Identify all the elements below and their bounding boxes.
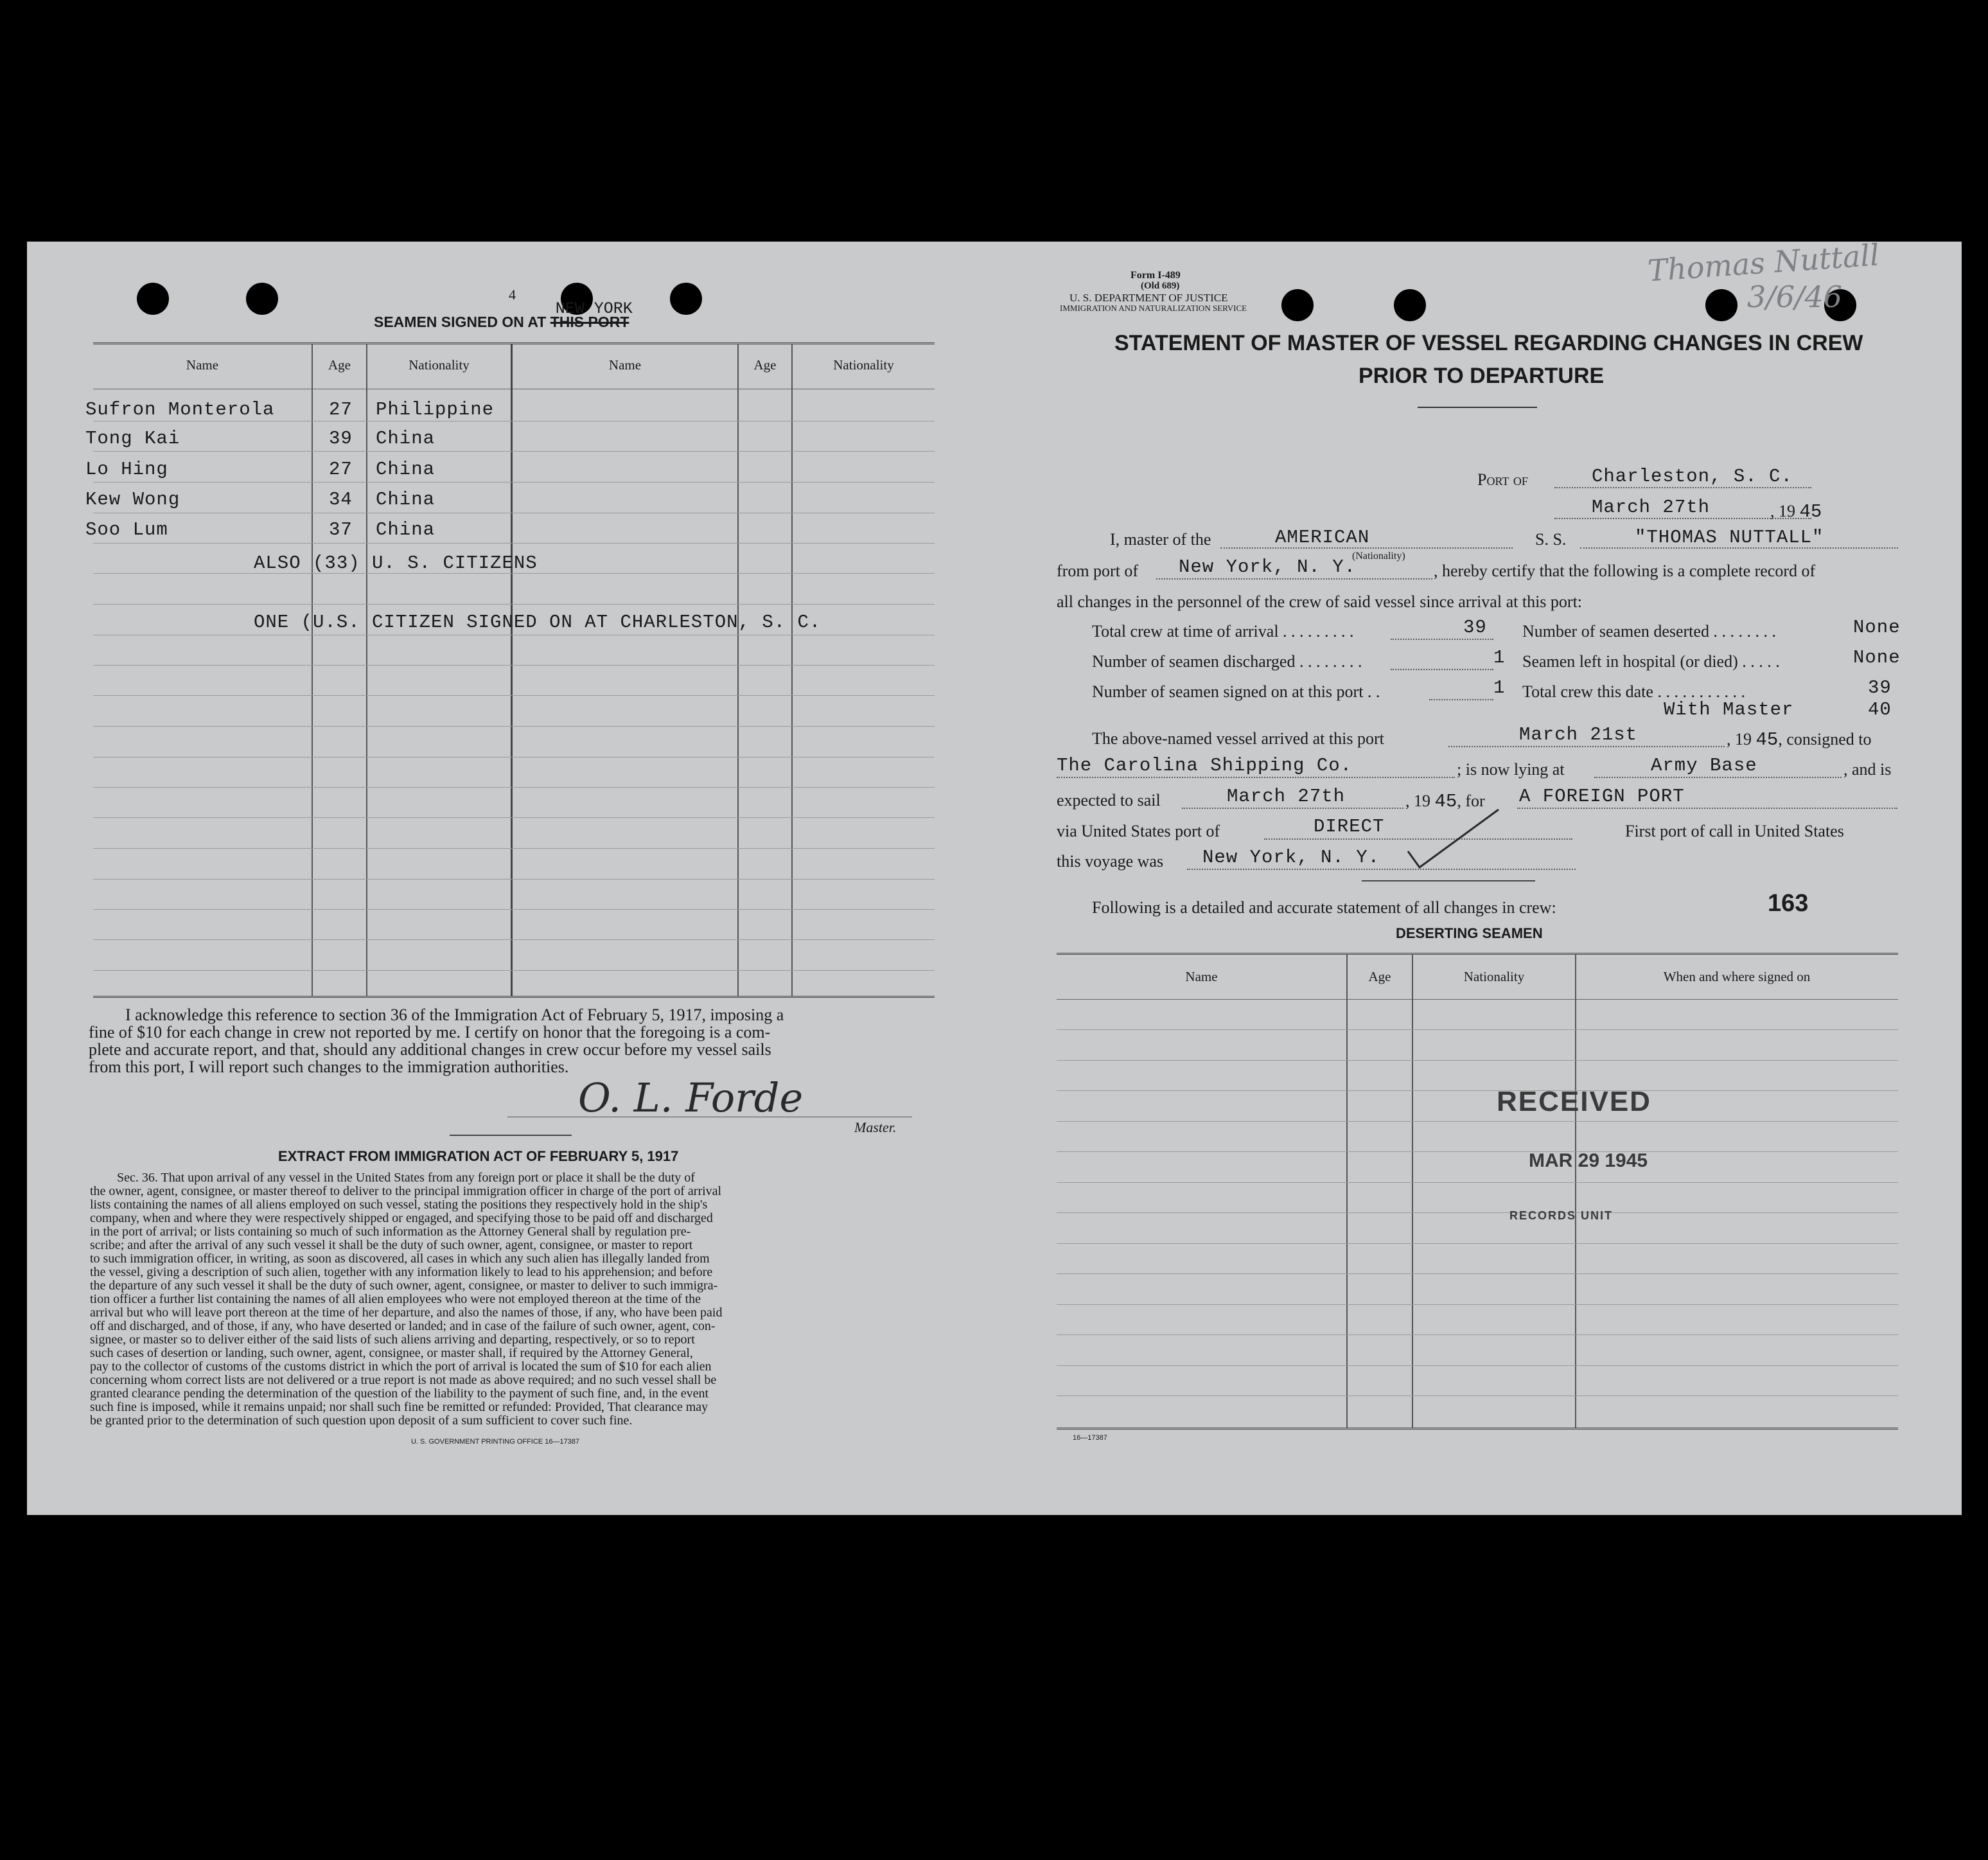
form-number: Form I-489 <box>1130 270 1181 281</box>
seaman-nationality: China <box>376 519 435 540</box>
arrived-year: , 19 45, consigned to <box>1727 729 1872 750</box>
deserting-row-rule <box>1057 1395 1898 1396</box>
via-label: via United States port of <box>1057 822 1220 840</box>
deserting-table-top-rule <box>1057 953 1898 955</box>
deserting-row-rule <box>1057 1212 1898 1213</box>
extract-line: Sec. 36. That upon arrival of any vessel in the United States from any foreign port or place it shall be the duty of <box>117 1171 695 1185</box>
acknowledgement-line: fine of $10 for each change in crew not reported by me. I certify on honor that the foregoing is a com- <box>89 1023 771 1041</box>
voyage-label: this voyage was <box>1057 852 1164 871</box>
port-value: Charleston, S. C. <box>1592 466 1793 487</box>
ss-label: S. S. <box>1535 530 1567 549</box>
date-value: March 27th <box>1592 497 1711 518</box>
punch-hole <box>670 283 702 315</box>
seaman-age: 37 <box>329 519 353 540</box>
form-old-number: (Old 689) <box>1141 281 1180 291</box>
received-date-stamp: MAR 29 1945 <box>1529 1150 1648 1171</box>
deserting-header-age: Age <box>1368 969 1391 984</box>
table-col-divider <box>312 344 313 996</box>
stat-field-line <box>1391 639 1493 640</box>
from-port-value: New York, N. Y. <box>1179 556 1357 578</box>
master-signature: O. L. Forde <box>578 1074 804 1121</box>
seaman-name: Kew Wong <box>85 489 180 510</box>
signed-on-text: Number of seamen signed on at this port <box>1092 682 1364 701</box>
first-port-label: First port of call in United States <box>1625 822 1844 840</box>
table-col-divider <box>511 344 513 996</box>
deserting-table-header-rule <box>1057 999 1898 1000</box>
service-name: IMMIGRATION AND NATURALIZATION SERVICE <box>1060 303 1247 313</box>
stat-field-line <box>1391 669 1493 670</box>
extract-line: off and discharged, and of those, if any, who have deserted or landed; and in case of the failure of such owner, agent, con- <box>90 1319 716 1333</box>
arrived-field-line <box>1448 746 1725 747</box>
row-rule <box>93 817 935 818</box>
stat-field-line <box>1429 699 1493 700</box>
deserting-header-signed-on: When and where signed on <box>1663 969 1811 984</box>
extract-line: company, when and where they were respectively shipped or engaged, and specifying those to be paid off and discharged <box>90 1211 713 1225</box>
row-rule <box>93 787 935 788</box>
all-changes-text: all changes in the personnel of the crew of said vessel since arrival at this port: <box>1057 592 1583 611</box>
deserting-title: DESERTING SEAMEN <box>1396 925 1543 941</box>
row-rule <box>93 695 935 696</box>
received-stamp: RECEIVED <box>1497 1086 1651 1117</box>
seaman-nationality: China <box>376 489 435 510</box>
seaman-nationality: Philippine <box>376 399 495 420</box>
year-prefix-text: 19 <box>1414 792 1430 810</box>
arrived-year-value: 45 <box>1755 729 1779 750</box>
printer-line: U. S. GOVERNMENT PRINTING OFFICE 16—17387 <box>411 1438 580 1446</box>
deserting-row-rule <box>1057 1121 1898 1122</box>
section-title <box>374 299 633 331</box>
year-prefix: , 19 45 <box>1770 501 1822 522</box>
deserting-row-rule <box>1057 1304 1898 1305</box>
row-rule <box>93 879 935 880</box>
section-title-prefix: SEAMEN SIGNED ON AT <box>374 314 547 330</box>
records-unit-stamp: RECORDS UNIT <box>1509 1209 1614 1222</box>
struck-printed-port: THIS PORT <box>550 314 629 330</box>
from-port-field-line <box>1156 578 1432 580</box>
extract-line: arrival but who will leave port thereon at the time of her departure, and also the names of those, if any, who have been paid <box>90 1306 723 1320</box>
sail-date-field-line <box>1182 808 1403 809</box>
table-col-divider <box>737 344 739 996</box>
acknowledgement-line: from this port, I will report such changes to the immigration authorities. <box>89 1058 569 1076</box>
footer-code: 16—17387 <box>1073 1434 1107 1442</box>
punch-hole <box>1281 289 1314 321</box>
nationality-caption: (Nationality) <box>1352 551 1405 562</box>
year-prefix-text: 19 <box>1735 730 1752 748</box>
column-header-age: Age <box>753 357 777 373</box>
section-divider <box>1362 880 1535 881</box>
with-master-label: With Master <box>1664 699 1794 720</box>
discharged-label: Number of seamen discharged . . . . . . . . <box>1092 652 1362 671</box>
row-rule <box>93 848 935 849</box>
extract-line: be granted prior to the determination of such question upon deposit of a sum sufficient to cover such fine. <box>90 1413 633 1428</box>
extract-line: pay to the collector of customs of the customs district in which the port of arrival is located the sum of $10 for each alien <box>90 1360 712 1374</box>
master-label: I, master of the <box>1110 530 1211 549</box>
deserting-row-rule <box>1057 1060 1898 1061</box>
seaman-name: Tong Kai <box>85 428 180 449</box>
deserting-row-rule <box>1057 1365 1898 1366</box>
via-value: DIRECT <box>1314 816 1385 837</box>
seaman-nationality: China <box>376 428 435 449</box>
seaman-name: Sufron Monterola <box>85 399 275 420</box>
extract-line: in the port of arrival; or lists containing so much of such information as the Attorney General shall by regulation pre- <box>90 1225 691 1239</box>
signature-caption: Master. <box>854 1119 897 1135</box>
signed-on-label: Number of seamen signed on at this port . . <box>1092 682 1380 701</box>
punch-hole <box>137 283 169 315</box>
handwritten-date: 3/6/46 <box>1747 279 1843 314</box>
total-crew-date-text: Total crew this date <box>1522 682 1653 701</box>
one-citizen-line: ONE (U.S. CITIZEN SIGNED ON AT CHARLESTON, S. C. <box>254 612 822 633</box>
certify-text: , hereby certify that the following is a complete record of <box>1434 562 1816 580</box>
table-bottom-rule <box>93 996 935 998</box>
extract-title: EXTRACT FROM IMMIGRATION ACT OF FEBRUARY 5, 1917 <box>278 1148 679 1164</box>
column-header-name: Name <box>608 357 642 373</box>
total-crew-arrival-text: Total crew at time of arrival <box>1092 622 1279 641</box>
punch-hole <box>1394 289 1426 321</box>
sail-date-value: March 27th <box>1227 786 1346 807</box>
extract-line: scribe; and after the arrival of any such vessel it shall be the duty of such owner, agent, consignee, or master to report <box>90 1238 693 1252</box>
column-header-nationality: Nationality <box>409 357 470 373</box>
year-value: 45 <box>1799 501 1822 522</box>
lying-value: Army Base <box>1651 755 1757 776</box>
discharged-text: Number of seamen discharged <box>1092 652 1296 671</box>
punch-hole <box>1705 289 1737 321</box>
deserting-row-rule <box>1057 1273 1898 1274</box>
form-title: STATEMENT OF MASTER OF VESSEL REGARDING CHANGES IN CREW <box>1114 331 1863 355</box>
extract-line: to such immigration officer, in writing, as soon as discovered, all cases in which any such alien has illegally landed from <box>90 1252 710 1266</box>
deserted-value: None <box>1853 617 1901 638</box>
extract-line: the departure of any such vessel it shall be the duty of such owner, agent, consignee, or master to deliver to such immigra- <box>90 1279 718 1293</box>
deserting-col-divider <box>1346 955 1348 1428</box>
also-citizens-line: ALSO (33) U. S. CITIZENS <box>254 553 538 574</box>
deserting-row-rule <box>1057 1029 1898 1030</box>
lying-label: ; is now lying at <box>1457 760 1565 779</box>
row-rule <box>93 970 935 971</box>
deserting-col-divider <box>1575 955 1576 1428</box>
consignee-value: The Carolina Shipping Co. <box>1057 755 1353 776</box>
extract-line: concerning whom correct lists are not delivered or a true report is not made as above required; and no such vessel shall be <box>90 1373 717 1387</box>
short-divider <box>450 1135 572 1136</box>
deserted-label: Number of seamen deserted . . . . . . . . <box>1522 622 1776 641</box>
seaman-age: 27 <box>329 399 353 420</box>
deserting-row-rule <box>1057 1334 1898 1335</box>
row-rule <box>93 604 935 605</box>
consigned-text: , consigned to <box>1778 730 1872 748</box>
page-number: 4 <box>509 287 516 303</box>
deserting-row-rule <box>1057 1151 1898 1152</box>
deserted-text: Number of seamen deserted <box>1522 622 1709 641</box>
with-master-value: 40 <box>1868 699 1892 720</box>
hospital-label: Seamen left in hospital (or died) . . . . . <box>1522 652 1780 671</box>
sail-year: , 19 45, for <box>1405 791 1485 812</box>
for-text: , for <box>1457 792 1485 810</box>
extract-line: lists containing the names of all aliens employed on such vessel, stating the positions they respectively hold in the ship's <box>90 1198 708 1212</box>
from-port-label: from port of <box>1057 562 1139 580</box>
discharged-value: 1 <box>1493 647 1506 668</box>
table-top-rule <box>93 342 935 344</box>
hospital-value: None <box>1853 647 1901 668</box>
column-header-nationality: Nationality <box>833 357 894 373</box>
row-rule <box>93 543 935 544</box>
arrived-label: The above-named vessel arrived at this port <box>1092 729 1384 748</box>
total-crew-arrival-label: Total crew at time of arrival . . . . . . . . . <box>1092 622 1354 641</box>
stamp-number: 163 <box>1768 890 1809 917</box>
extract-line: tion officer a further list containing the names of all alien employees who were not employed thereon at the time of the <box>90 1292 701 1306</box>
extract-line: the owner, agent, consignee, or master thereof to deliver to the principal immigration officer in charge of the port of arrival <box>90 1184 722 1198</box>
deserting-header-name: Name <box>1185 969 1218 984</box>
and-is-label: , and is <box>1843 760 1892 779</box>
deserting-row-rule <box>1057 1243 1898 1244</box>
port-field-line <box>1554 487 1811 488</box>
handwritten-ship-name: Thomas Nuttall <box>1646 237 1881 288</box>
extract-line: granted clearance pending the determination of the question of the liability to the payment of such fine, and, in the event <box>90 1386 709 1401</box>
extract-line: such cases of desertion or landing, such owner, agent, consignee, or master shall, if required by the Attorney General, <box>90 1346 693 1360</box>
ship-name: "THOMAS NUTTALL" <box>1635 527 1824 548</box>
seaman-age: 39 <box>329 428 353 449</box>
deserting-row-rule <box>1057 1090 1898 1091</box>
row-rule <box>93 451 935 452</box>
seaman-name: Soo Lum <box>85 519 168 540</box>
seaman-age: 34 <box>329 489 353 510</box>
row-rule <box>93 939 935 940</box>
column-header-name: Name <box>186 357 219 373</box>
typed-port: NEW YORK <box>555 299 633 318</box>
port-label: Port of <box>1477 470 1528 489</box>
extract-line: the vessel, giving a description of such alien, together with any information likely to lead to his apprehension; and before <box>90 1265 713 1279</box>
total-crew-date-value: 39 <box>1868 677 1892 698</box>
form-title: PRIOR TO DEPARTURE <box>1359 364 1605 388</box>
table-col-divider <box>791 344 793 996</box>
row-rule <box>93 726 935 727</box>
lying-field-line <box>1594 777 1842 778</box>
seaman-age: 27 <box>329 459 353 480</box>
following-label: Following is a detailed and accurate statement of all changes in crew: <box>1092 898 1556 917</box>
voyage-value: New York, N. Y. <box>1202 847 1380 868</box>
seaman-name: Lo Hing <box>85 459 168 480</box>
expected-label: expected to sail <box>1057 791 1161 810</box>
check-mark <box>1405 806 1502 871</box>
title-underline <box>1418 407 1537 408</box>
column-header-age: Age <box>328 357 351 373</box>
acknowledgement-line: I acknowledge this reference to section 36 of the Immigration Act of February 5, 1917, imposing a <box>125 1005 784 1024</box>
deserting-row-rule <box>1057 1182 1898 1183</box>
row-rule <box>93 665 935 666</box>
deserting-col-divider <box>1412 955 1413 1428</box>
table-col-divider <box>366 344 367 996</box>
arrived-value: March 21st <box>1519 724 1638 745</box>
consignee-field-line <box>1057 777 1455 778</box>
extract-line: such fine is imposed, while it remains unpaid; nor shall such fine be remitted or refunded: Provided, That clearance may <box>90 1400 708 1414</box>
year-prefix-text: 19 <box>1779 502 1795 520</box>
destination-field-line <box>1517 808 1897 809</box>
total-crew-date-label: Total crew this date . . . . . . . . . . . <box>1522 682 1745 701</box>
deserting-table-bottom-rule <box>1057 1428 1898 1430</box>
deserting-header-nationality: Nationality <box>1463 969 1525 984</box>
acknowledgement-line: plete and accurate report, and that, should any additional changes in crew occur before my vessel sails <box>89 1040 771 1059</box>
total-crew-arrival-value: 39 <box>1463 617 1487 638</box>
nationality-value: AMERICAN <box>1275 527 1370 548</box>
hospital-text: Seamen left in hospital (or died) <box>1522 652 1738 671</box>
destination-value: A FOREIGN PORT <box>1519 786 1685 807</box>
seaman-nationality: China <box>376 459 435 480</box>
sail-year-value: 45 <box>1434 791 1457 812</box>
department-name: U. S. DEPARTMENT OF JUSTICE <box>1069 292 1228 304</box>
voyage-field-line <box>1187 869 1576 870</box>
row-rule <box>93 909 935 910</box>
extract-line: signee, or master so to deliver either of the said lists of such aliens arriving and departing, respectively, or so to report <box>90 1333 695 1347</box>
signed-on-value: 1 <box>1493 677 1506 698</box>
row-rule <box>93 482 935 483</box>
punch-hole <box>246 283 278 315</box>
